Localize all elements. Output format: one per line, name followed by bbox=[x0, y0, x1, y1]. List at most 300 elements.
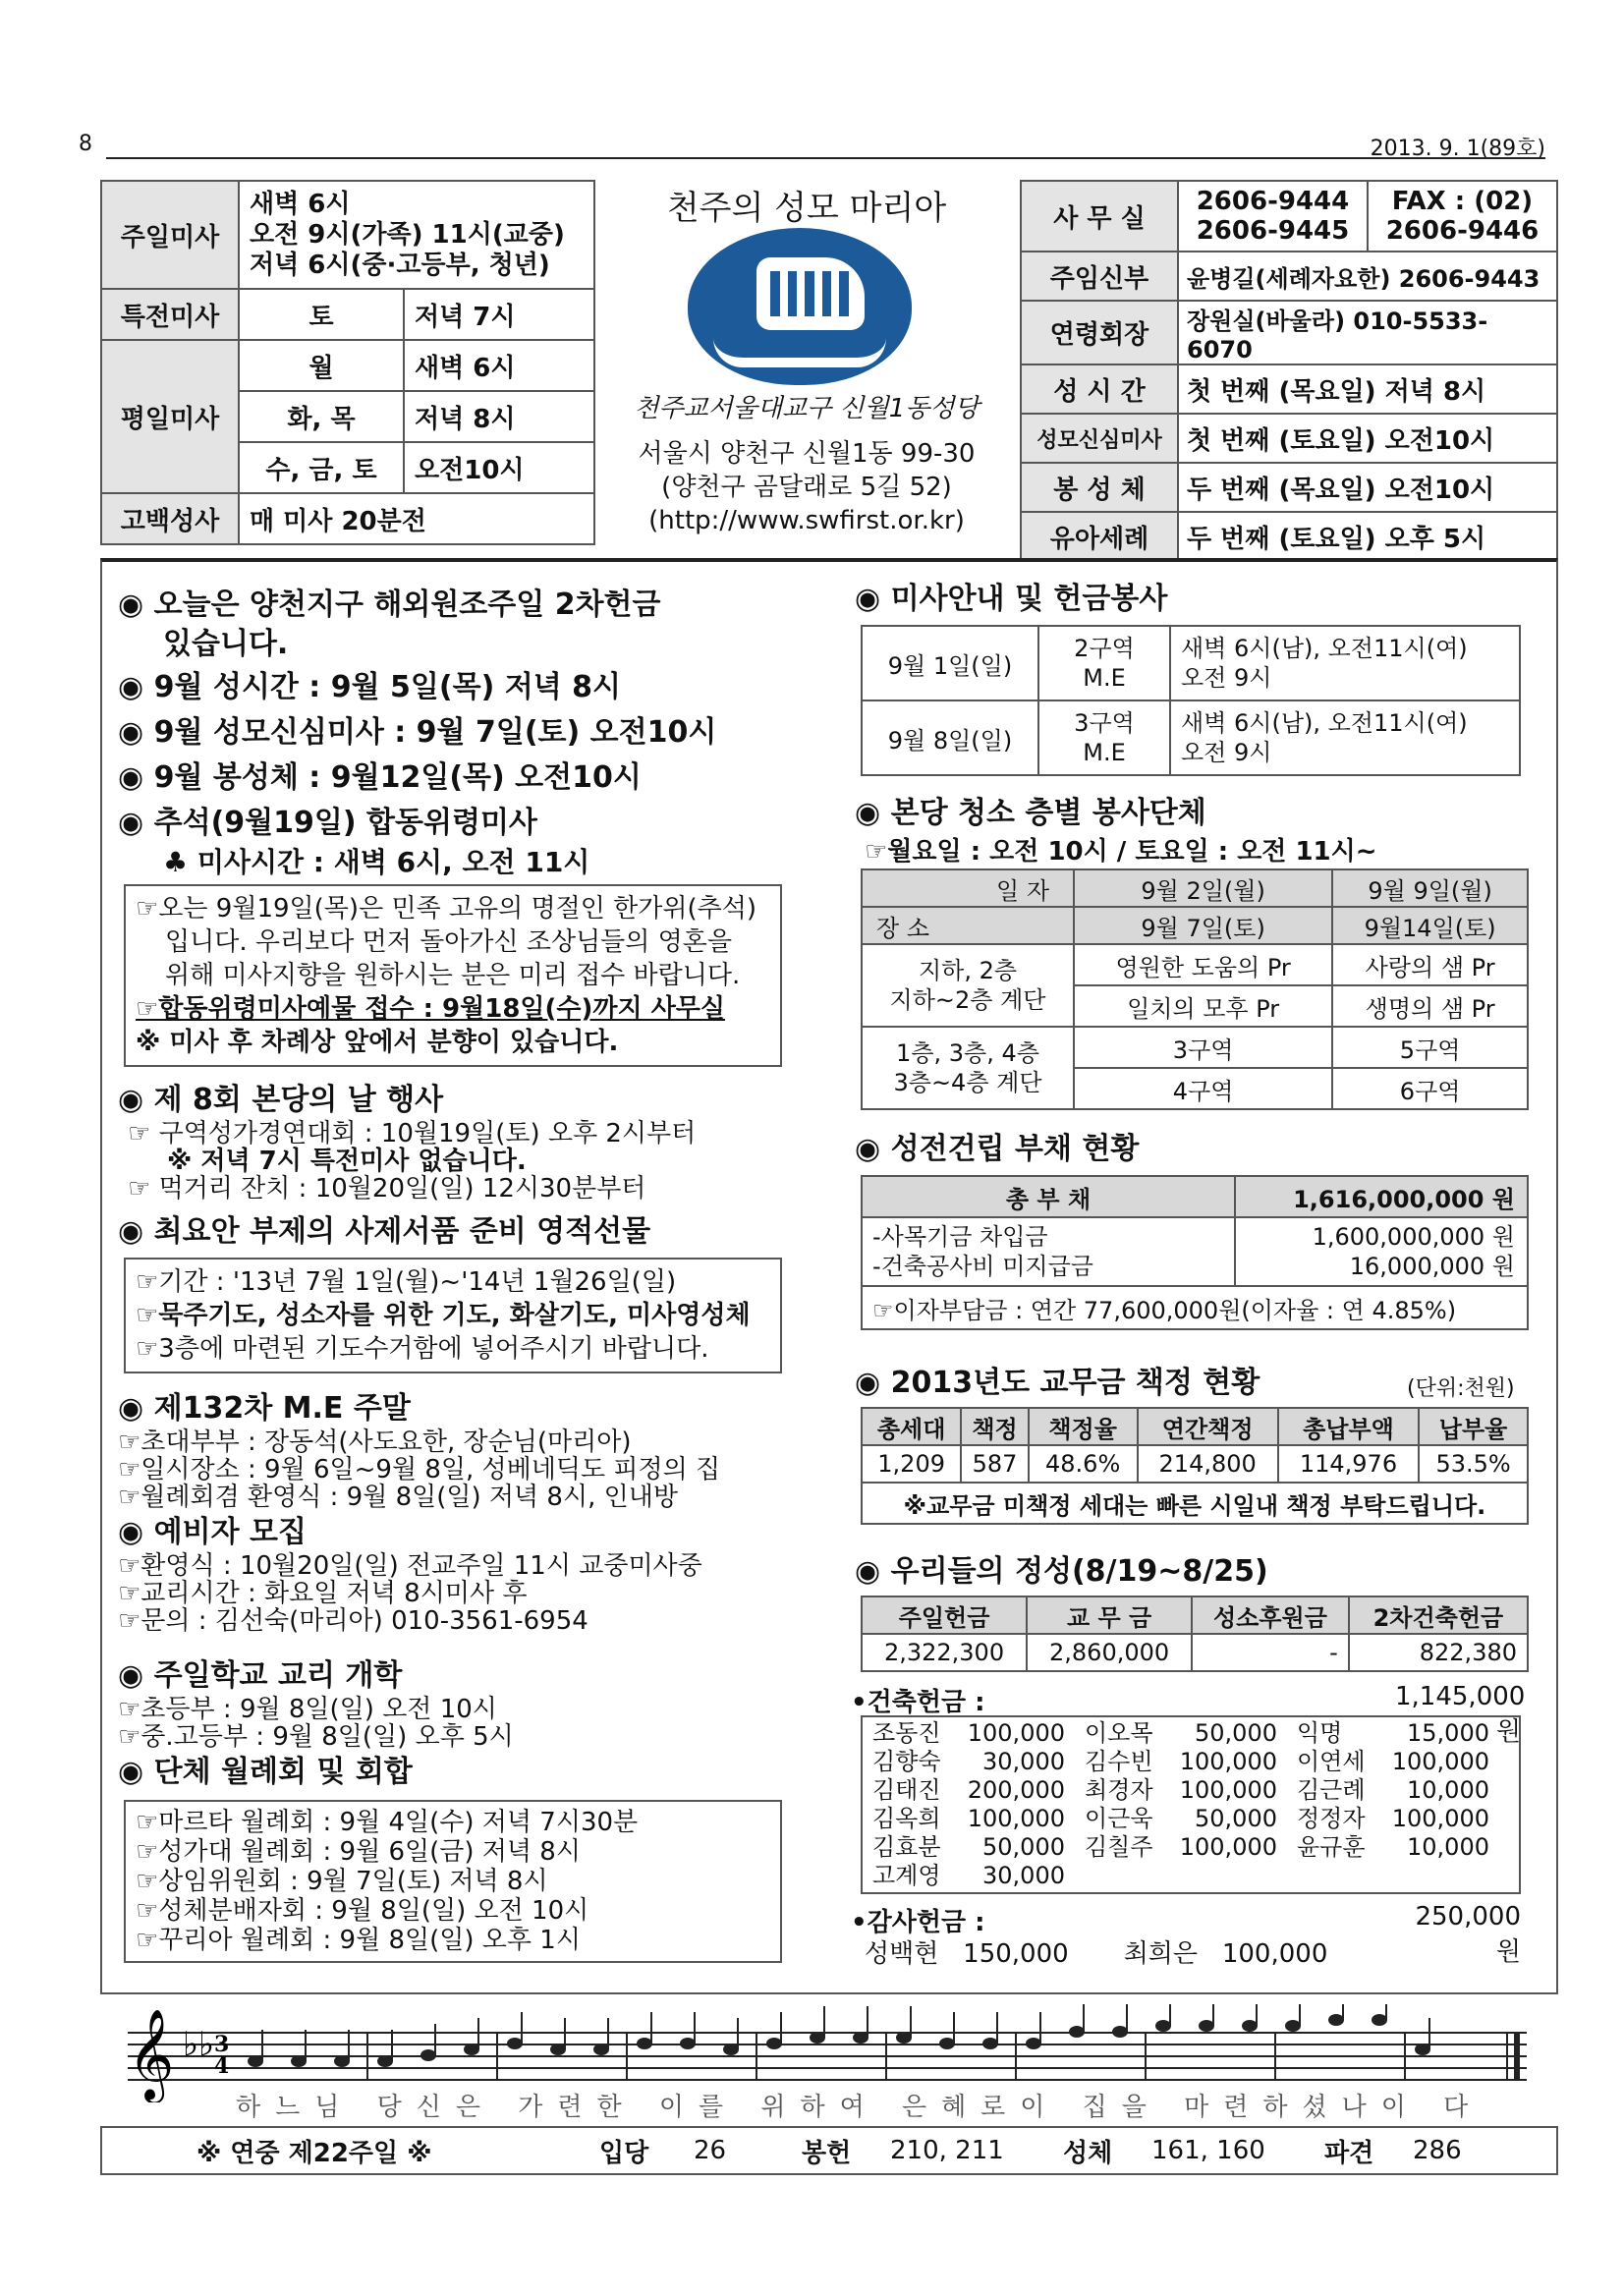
cleaning-group: 3구역 bbox=[1074, 1027, 1332, 1068]
service-time: 새벽 6시(남), 오전11시(여) bbox=[1181, 709, 1468, 737]
dues-unit: (단위:천원) bbox=[1407, 1376, 1515, 1401]
thanks-offering-label: •감사헌금 : bbox=[851, 1908, 985, 1937]
donor-name: 정정자 bbox=[1297, 1805, 1366, 1832]
cleaning-group: 생명의 샘 Pr bbox=[1332, 985, 1528, 1027]
donor-name: 최경자 bbox=[1085, 1776, 1153, 1804]
interest-note: ☞이자부담금 : 연간 77,600,000원(이자율 : 연 4.85%) bbox=[862, 1286, 1528, 1329]
thanks-donors bbox=[865, 1933, 1327, 1970]
offertory-hymn: 210, 211 bbox=[890, 2136, 1004, 2165]
donor-entry bbox=[872, 1776, 1085, 1805]
meeting-line: ☞상임위원회 : 9월 7일(토) 저녁 8시 bbox=[136, 1867, 548, 1896]
donor-name: 이근욱 bbox=[1085, 1805, 1153, 1832]
donor-entry bbox=[1297, 1862, 1509, 1890]
table-row bbox=[862, 1408, 1528, 1445]
thanks-offering-total: 250,000원 bbox=[1415, 1902, 1521, 1967]
donor-entry bbox=[1297, 1833, 1509, 1862]
service-times bbox=[1170, 626, 1520, 700]
donor-amount: 50,000 bbox=[982, 1833, 1065, 1861]
note-head bbox=[1415, 2044, 1430, 2055]
donor-name: 김효분 bbox=[872, 1833, 941, 1861]
parish-patron-title: 천주의 성모 마리아 bbox=[666, 189, 947, 228]
donor-name: 김칠주 bbox=[1085, 1833, 1153, 1861]
sincerity-header: 주일헌금 bbox=[862, 1596, 1027, 1634]
sunday-line: 새벽 6시 bbox=[250, 189, 351, 219]
note-head bbox=[334, 2055, 350, 2067]
group-name: M.E bbox=[1083, 664, 1126, 692]
announcement-item: ◉ 9월 성모신심미사 : 9월 7일(토) 오전10시 bbox=[118, 715, 717, 750]
group-name: M.E bbox=[1083, 739, 1126, 766]
announcement-item: ◉ 9월 봉성체 : 9월12일(목) 오전10시 bbox=[118, 760, 642, 795]
donor-entry bbox=[1297, 1719, 1509, 1748]
cleaning-group: 5구역 bbox=[1332, 1027, 1528, 1068]
service-time: 오전 9시 bbox=[1181, 739, 1272, 766]
section-line: ☞ 구역성가경연대회 : 10월19일(토) 오후 2시부터 bbox=[128, 1119, 697, 1148]
donor-name: 조동진 bbox=[872, 1719, 941, 1747]
table-row bbox=[862, 1176, 1528, 1217]
section-title: ◉ 제 8회 본당의 날 행사 bbox=[118, 1083, 444, 1117]
donor-entry bbox=[872, 1719, 1085, 1748]
note-head bbox=[680, 2038, 696, 2049]
group-meetings-section bbox=[118, 1753, 806, 1792]
website-url: (http://www.swfirst.or.kr) bbox=[648, 506, 965, 535]
meeting-line: ☞꾸리아 월례회 : 9월 8일(일) 오후 1시 bbox=[136, 1926, 581, 1955]
meeting-line: ☞성가대 월례회 : 9월 6일(금) 저녁 8시 bbox=[136, 1837, 581, 1867]
section-title: ◉ 주일학교 교리 개학 bbox=[118, 1658, 403, 1693]
donor-entry bbox=[1085, 1719, 1297, 1748]
office-row-value: 장원실(바울라) 010-5533-6070 bbox=[1178, 301, 1557, 364]
note-head bbox=[1155, 2020, 1171, 2032]
table-row bbox=[862, 1286, 1528, 1329]
donor-amount: 30,000 bbox=[982, 1862, 1065, 1889]
note-head bbox=[1328, 2014, 1344, 2026]
service-time: 새벽 6시(남), 오전11시(여) bbox=[1181, 635, 1468, 662]
offering-service-title: ◉ 미사안내 및 헌금봉사 bbox=[855, 582, 1168, 616]
dues-header: 연간책정 bbox=[1138, 1408, 1278, 1445]
section-line: ☞월례회겸 환영식 : 9월 8일(일) 저녁 8시, 인내방 bbox=[118, 1483, 678, 1512]
table-row bbox=[1021, 301, 1557, 364]
announcements-column bbox=[118, 586, 806, 882]
note-head bbox=[248, 2055, 263, 2067]
sincerity-header: 교 무 금 bbox=[1027, 1596, 1192, 1634]
donor-entry bbox=[1297, 1776, 1509, 1805]
office-label: 사 무 실 bbox=[1021, 181, 1178, 252]
table-row bbox=[1021, 414, 1557, 463]
dues-value: 1,209 bbox=[862, 1445, 961, 1483]
donor-entry bbox=[872, 1862, 1085, 1890]
dues-header: 총세대 bbox=[862, 1408, 961, 1445]
sincerity-value: 2,322,300 bbox=[862, 1634, 1027, 1671]
logo-arc bbox=[713, 338, 886, 367]
table-row bbox=[101, 340, 594, 391]
service-group bbox=[1038, 626, 1170, 700]
weekday-time: 새벽 6시 bbox=[404, 340, 594, 391]
spiritual-gift-box bbox=[124, 1258, 782, 1373]
table-row bbox=[1021, 364, 1557, 414]
announcement-item: ♣ 미사시간 : 새벽 6시, 오전 11시 bbox=[163, 846, 590, 878]
donor-row bbox=[872, 1833, 1509, 1862]
communion-label: 성체 bbox=[1063, 2138, 1113, 2168]
sunday-line: 오전 9시(가족) 11시(교중) bbox=[250, 219, 565, 250]
liturgical-season: ※ 연중 제22주일 ※ bbox=[196, 2138, 432, 2168]
donor-amount: 50,000 bbox=[1195, 1719, 1277, 1747]
debt-items bbox=[862, 1217, 1235, 1286]
dues-note: ※교무금 미책정 세대는 빠른 시일내 책정 부탁드립니다. bbox=[862, 1483, 1528, 1524]
corner-top-label: 일 자 bbox=[862, 869, 1074, 907]
weekday-time: 오전10시 bbox=[404, 442, 594, 493]
donor-name: 김태진 bbox=[872, 1776, 941, 1804]
table-row bbox=[862, 1596, 1528, 1634]
service-time: 오전 9시 bbox=[1181, 664, 1272, 692]
donor-row bbox=[872, 1748, 1509, 1776]
note-head bbox=[1112, 2026, 1128, 2038]
table-row bbox=[862, 626, 1520, 700]
section-title: ◉ 최요안 부제의 사제서품 준비 영적선물 bbox=[118, 1214, 651, 1249]
note-head bbox=[291, 2055, 307, 2067]
logo-bars bbox=[770, 271, 849, 316]
section-line: ☞문의 : 김선숙(마리아) 010-3561-6954 bbox=[118, 1606, 588, 1636]
table-row bbox=[101, 289, 594, 340]
note-head bbox=[377, 2055, 393, 2067]
announcement-item: ◉ 오늘은 양천지구 해외원조주일 2차헌금 bbox=[118, 588, 661, 622]
table-row bbox=[862, 1027, 1528, 1068]
issue-date: 2013. 9. 1(89호) bbox=[1370, 137, 1545, 161]
donor-entry bbox=[872, 1748, 1085, 1776]
office-row-label: 성 시 간 bbox=[1021, 364, 1178, 414]
dues-title: ◉ 2013년도 교무금 책정 현황 bbox=[855, 1366, 1260, 1400]
office-row-value: 두 번째 (목요일) 오전10시 bbox=[1178, 463, 1557, 512]
office-row-label: 성모신심미사 bbox=[1021, 414, 1178, 463]
section-title: ◉ 예비자 모집 bbox=[118, 1515, 307, 1549]
dues-table bbox=[861, 1407, 1529, 1525]
page-number: 8 bbox=[79, 132, 92, 156]
building-donors-box bbox=[861, 1715, 1521, 1894]
donor-name: 고계영 bbox=[872, 1862, 941, 1889]
office-row-value: 첫 번째 (목요일) 저녁 8시 bbox=[1178, 364, 1557, 414]
donor-name: 익명 bbox=[1297, 1719, 1343, 1747]
cleaning-place bbox=[862, 1027, 1074, 1109]
donor-amount: 15,000 bbox=[1407, 1719, 1489, 1747]
office-row-label: 주임신부 bbox=[1021, 252, 1178, 301]
confession-label: 고백성사 bbox=[101, 493, 239, 544]
sunday-school-section bbox=[118, 1656, 806, 1751]
service-times bbox=[1170, 700, 1520, 775]
note-head bbox=[507, 2038, 523, 2049]
time-signature-top: 3 bbox=[214, 2032, 230, 2057]
section-line: ☞교리시간 : 화요일 저녁 8시미사 후 bbox=[118, 1579, 528, 1608]
notice-line: 입니다. 우리보다 먼저 돌아가신 조상님들의 영혼을 bbox=[165, 927, 733, 957]
special-mass-time: 저녁 7시 bbox=[404, 289, 594, 340]
special-mass-day: 토 bbox=[239, 289, 404, 340]
office-row-value: 첫 번째 (토요일) 오전10시 bbox=[1178, 414, 1557, 463]
office-phones bbox=[1178, 181, 1368, 252]
sincerity-title: ◉ 우리들의 정성(8/19~8/25) bbox=[855, 1554, 1268, 1589]
confession-value: 매 미사 20분전 bbox=[239, 493, 594, 544]
section-line: ☞환영식 : 10월20일(일) 전교주일 11시 교중미사중 bbox=[118, 1551, 702, 1581]
communion-hymn: 161, 160 bbox=[1151, 2136, 1265, 2165]
total-debt-label: 총 부 채 bbox=[862, 1176, 1235, 1217]
donor-amount: 100,000 bbox=[1179, 1776, 1277, 1804]
donor-amount: 100,000 bbox=[1391, 1805, 1489, 1832]
table-row bbox=[862, 1217, 1528, 1286]
cleaning-subtitle: ☞월요일 : 오전 10시 / 토요일 : 오전 11시~ bbox=[865, 837, 1377, 867]
address-line: (양천구 곰달래로 5길 52) bbox=[661, 473, 952, 502]
table-row bbox=[101, 181, 594, 289]
note-head bbox=[1069, 2026, 1085, 2038]
notice-line: 위해 미사지향을 원하시는 분은 미리 접수 바랍니다. bbox=[165, 961, 741, 990]
donor-name: 이연세 bbox=[1297, 1748, 1366, 1775]
note-group bbox=[248, 2004, 1430, 2079]
donor-entry bbox=[1085, 1862, 1297, 1890]
hymn-lyrics: 하느님 당신은 가련한 이를 위하여 은혜로이 집을 마련하셨나이 다 bbox=[236, 2093, 1484, 2122]
note-head bbox=[982, 2038, 998, 2049]
weekday-time: 저녁 8시 bbox=[404, 391, 594, 442]
donor-row bbox=[872, 1776, 1509, 1805]
section-title: ◉ 제132차 M.E 주말 bbox=[118, 1391, 411, 1426]
note-head bbox=[420, 2049, 436, 2061]
sunday-mass-times bbox=[239, 181, 594, 289]
note-head bbox=[810, 2032, 825, 2044]
dismissal-label: 파견 bbox=[1324, 2138, 1374, 2168]
table-row bbox=[862, 907, 1528, 944]
parish-address bbox=[595, 437, 1018, 537]
donor-amount: 100,000 bbox=[1179, 1748, 1277, 1775]
group-meetings-box bbox=[124, 1800, 782, 1963]
donor-row bbox=[872, 1862, 1509, 1890]
note-head bbox=[1199, 2020, 1214, 2032]
weekday-mass-label: 평일미사 bbox=[101, 340, 239, 493]
donor-name bbox=[1085, 1862, 1179, 1890]
dues-value: 114,976 bbox=[1278, 1445, 1419, 1483]
debt-status-table bbox=[861, 1175, 1529, 1330]
cleaning-date: 9월 2일(월) bbox=[1074, 869, 1332, 907]
sunday-mass-label: 주일미사 bbox=[101, 181, 239, 289]
donor-amount bbox=[1179, 1862, 1277, 1890]
section-line: ☞중.고등부 : 9월 8일(일) 오후 5시 bbox=[118, 1722, 514, 1752]
office-phone: 2606-9445 bbox=[1196, 216, 1350, 246]
hymn-number-footer bbox=[100, 2126, 1558, 2175]
table-row bbox=[1021, 181, 1557, 252]
note-head bbox=[853, 2032, 868, 2044]
flat-icon: ♭♭ bbox=[183, 2025, 215, 2064]
corner-bottom-label: 장 소 bbox=[862, 907, 1074, 944]
office-phone: 2606-9444 bbox=[1196, 187, 1350, 216]
weekday-day: 수, 금, 토 bbox=[239, 442, 404, 493]
donor-name: 김옥희 bbox=[872, 1805, 941, 1832]
office-row-label: 연령회장 bbox=[1021, 301, 1178, 364]
donor-amount: 100,000 bbox=[967, 1805, 1065, 1832]
office-row-value: 윤병길(세례자요한) 2606-9443 bbox=[1178, 252, 1557, 301]
fax-number: 2606-9446 bbox=[1385, 216, 1540, 246]
sincerity-header: 성소후원금 bbox=[1192, 1596, 1349, 1634]
spiritual-gift-section bbox=[118, 1212, 806, 1252]
building-fund-total: 1,145,000원 bbox=[1395, 1682, 1526, 1747]
donor-amount: 30,000 bbox=[982, 1748, 1065, 1775]
cleaning-group: 일치의 모후 Pr bbox=[1074, 985, 1332, 1027]
catechumen-section bbox=[118, 1513, 806, 1635]
address-line: 서울시 양천구 신월1동 99-30 bbox=[638, 439, 976, 469]
notice-line: ☞기간 : '13년 7월 1일(월)~'14년 1월26일(일) bbox=[136, 1267, 677, 1297]
office-row-label: 유아세례 bbox=[1021, 512, 1178, 561]
total-debt-value: 1,616,000,000 원 bbox=[1235, 1176, 1528, 1217]
section-line: ☞일시장소 : 9월 6일~9월 8일, 성베네딕도 피정의 집 bbox=[118, 1455, 721, 1484]
donor-entry bbox=[872, 1805, 1085, 1833]
cleaning-group: 4구역 bbox=[1074, 1068, 1332, 1109]
header-divider bbox=[106, 157, 1545, 159]
meeting-line: ☞성체분배자회 : 9월 8일(일) 오전 10시 bbox=[136, 1896, 589, 1926]
donor-amount: 100,000 bbox=[1221, 1939, 1328, 1969]
announcement-item: ◉ 추석(9월19일) 합동위령미사 bbox=[118, 806, 537, 840]
dues-value: 587 bbox=[961, 1445, 1028, 1483]
meeting-line: ☞마르타 월례회 : 9월 4일(수) 저녁 7시30분 bbox=[136, 1808, 639, 1837]
debt-item-label: -사목기금 차입금 bbox=[872, 1223, 1048, 1251]
note-head bbox=[464, 2044, 479, 2055]
note-head bbox=[766, 2038, 782, 2049]
entrance-label: 입당 bbox=[599, 2138, 649, 2168]
entrance-hymn: 26 bbox=[694, 2136, 727, 2165]
cleaning-title: ◉ 본당 청소 층별 봉사단체 bbox=[855, 796, 1206, 830]
special-mass-label: 특전미사 bbox=[101, 289, 239, 340]
notice-line: ※ 미사 후 차례상 앞에서 분향이 있습니다. bbox=[136, 1028, 619, 1057]
table-row bbox=[862, 1634, 1528, 1671]
table-row bbox=[862, 700, 1520, 775]
dues-value: 214,800 bbox=[1138, 1445, 1278, 1483]
announcement-item: 있습니다. bbox=[163, 627, 289, 661]
weekday-day: 화, 목 bbox=[239, 391, 404, 442]
donor-name: 김수빈 bbox=[1085, 1748, 1153, 1775]
debt-item-value: 16,000,000 원 bbox=[1349, 1253, 1515, 1280]
section-line: ※ 저녁 7시 특전미사 없습니다. bbox=[167, 1147, 527, 1176]
place-line: 1층, 3층, 4층 bbox=[896, 1039, 1039, 1067]
donor-amount: 50,000 bbox=[1195, 1805, 1277, 1832]
donor-name: 이오목 bbox=[1085, 1719, 1153, 1747]
parish-day-section bbox=[118, 1081, 806, 1203]
office-info-table bbox=[1020, 180, 1558, 562]
offering-service-table bbox=[861, 625, 1521, 776]
sincerity-value: - bbox=[1192, 1634, 1349, 1671]
section-line: ☞초등부 : 9월 8일(일) 오전 10시 bbox=[118, 1695, 497, 1724]
notice-line: ☞3층에 마련된 기도수거함에 넣어주시기 바랍니다. bbox=[136, 1334, 709, 1364]
me-weekend-section bbox=[118, 1389, 806, 1511]
note-head bbox=[896, 2032, 912, 2044]
cleaning-date: 9월 9일(월) bbox=[1332, 869, 1528, 907]
cleaning-group: 영원한 도움의 Pr bbox=[1074, 944, 1332, 985]
section-line: ☞ 먹거리 잔치 : 10월20일(일) 12시30분부터 bbox=[128, 1174, 646, 1204]
donor-name: 윤규훈 bbox=[1297, 1833, 1366, 1861]
donor-entry bbox=[1085, 1805, 1297, 1833]
notice-line: ☞오는 9월19일(목)은 민족 고유의 명절인 한가위(추석) bbox=[136, 894, 757, 924]
note-head bbox=[939, 2038, 955, 2049]
sincerity-value: 822,380 bbox=[1349, 1634, 1528, 1671]
group-name: 2구역 bbox=[1074, 635, 1135, 662]
note-head bbox=[1242, 2020, 1258, 2032]
table-row bbox=[862, 1445, 1528, 1483]
treble-clef-icon: 𝄞 bbox=[128, 2008, 175, 2100]
debt-status-title: ◉ 성전건립 부채 현황 bbox=[855, 1132, 1140, 1166]
offertory-label: 봉헌 bbox=[802, 2138, 852, 2168]
table-row bbox=[862, 869, 1528, 907]
section-line: ☞초대부부 : 장동석(사도요한, 장순님(마리아) bbox=[118, 1428, 632, 1457]
dismissal-hymn: 286 bbox=[1413, 2136, 1462, 2165]
mass-schedule-table bbox=[100, 180, 595, 545]
donor-name: 최희은 bbox=[1123, 1939, 1199, 1969]
table-row bbox=[101, 493, 594, 544]
notice-line: ☞합동위령미사예물 접수 : 9월18일(수)까지 사무실 bbox=[136, 994, 726, 1024]
section-title: ◉ 단체 월례회 및 회합 bbox=[118, 1755, 413, 1789]
place-line: 3층~4층 계단 bbox=[893, 1069, 1042, 1096]
office-fax bbox=[1368, 181, 1557, 252]
donor-entry bbox=[1085, 1776, 1297, 1805]
donor-entry bbox=[1297, 1805, 1509, 1833]
service-group bbox=[1038, 700, 1170, 775]
announcement-item: ◉ 9월 성시간 : 9월 5일(목) 저녁 8시 bbox=[118, 670, 622, 704]
fax-label: FAX : (02) bbox=[1391, 187, 1534, 216]
notice-line: ☞묵주기도, 성소자를 위한 기도, 화살기도, 미사영성체 bbox=[136, 1301, 751, 1330]
thanks-donor bbox=[1124, 1933, 1328, 1970]
donor-name: 김근례 bbox=[1297, 1776, 1366, 1804]
donor-name: 김향숙 bbox=[872, 1748, 941, 1775]
sunday-line: 저녁 6시(중·고등부, 청년) bbox=[250, 250, 550, 280]
note-head bbox=[593, 2044, 609, 2055]
donor-amount bbox=[1391, 1862, 1489, 1890]
debt-values bbox=[1235, 1217, 1528, 1286]
service-date: 9월 8일(일) bbox=[862, 700, 1038, 775]
donor-amount: 100,000 bbox=[1391, 1748, 1489, 1775]
time-signature-bottom: 4 bbox=[214, 2053, 230, 2079]
note-head bbox=[723, 2044, 739, 2055]
cleaning-group: 6구역 bbox=[1332, 1068, 1528, 1109]
note-head bbox=[1026, 2038, 1041, 2049]
donor-entry bbox=[872, 1833, 1085, 1862]
table-row bbox=[862, 1483, 1528, 1524]
donor-entry bbox=[1085, 1748, 1297, 1776]
weekday-day: 월 bbox=[239, 340, 404, 391]
donor-amount: 200,000 bbox=[967, 1776, 1065, 1804]
note-head bbox=[550, 2044, 566, 2055]
table-row bbox=[862, 944, 1528, 985]
donor-row bbox=[872, 1719, 1509, 1748]
parish-name-signature: 천주교서울대교구 신월1동성당 bbox=[634, 394, 980, 423]
sincerity-value: 2,860,000 bbox=[1027, 1634, 1192, 1671]
group-name: 3구역 bbox=[1074, 709, 1135, 737]
donor-entry bbox=[1297, 1748, 1509, 1776]
table-row bbox=[1021, 463, 1557, 512]
office-row-label: 봉 성 체 bbox=[1021, 463, 1178, 512]
sincerity-table bbox=[861, 1596, 1529, 1672]
cleaning-table bbox=[861, 868, 1529, 1110]
donor-amount: 100,000 bbox=[967, 1719, 1065, 1747]
thanks-donor bbox=[865, 1933, 1069, 1970]
cleaning-date: 9월14일(토) bbox=[1332, 907, 1528, 944]
debt-item-value: 1,600,000,000 원 bbox=[1312, 1223, 1515, 1251]
dues-header: 책정 bbox=[961, 1408, 1028, 1445]
donor-entry bbox=[1085, 1833, 1297, 1862]
dues-header: 책정율 bbox=[1029, 1408, 1138, 1445]
dues-header: 납부율 bbox=[1419, 1408, 1528, 1445]
dues-header: 총납부액 bbox=[1278, 1408, 1419, 1445]
donor-amount: 150,000 bbox=[963, 1939, 1069, 1969]
donor-name: 성백현 bbox=[865, 1939, 939, 1969]
place-line: 지하~2층 계단 bbox=[889, 986, 1046, 1014]
building-fund-label: •건축헌금 : bbox=[851, 1688, 985, 1717]
note-head bbox=[1372, 2014, 1387, 2026]
donor-amount: 100,000 bbox=[1179, 1833, 1277, 1861]
donor-name bbox=[1297, 1862, 1391, 1890]
note-head bbox=[637, 2038, 652, 2049]
service-date: 9월 1일(일) bbox=[862, 626, 1038, 700]
note-head bbox=[1285, 2020, 1301, 2032]
sincerity-header: 2차건축헌금 bbox=[1349, 1596, 1528, 1634]
table-row bbox=[1021, 512, 1557, 561]
